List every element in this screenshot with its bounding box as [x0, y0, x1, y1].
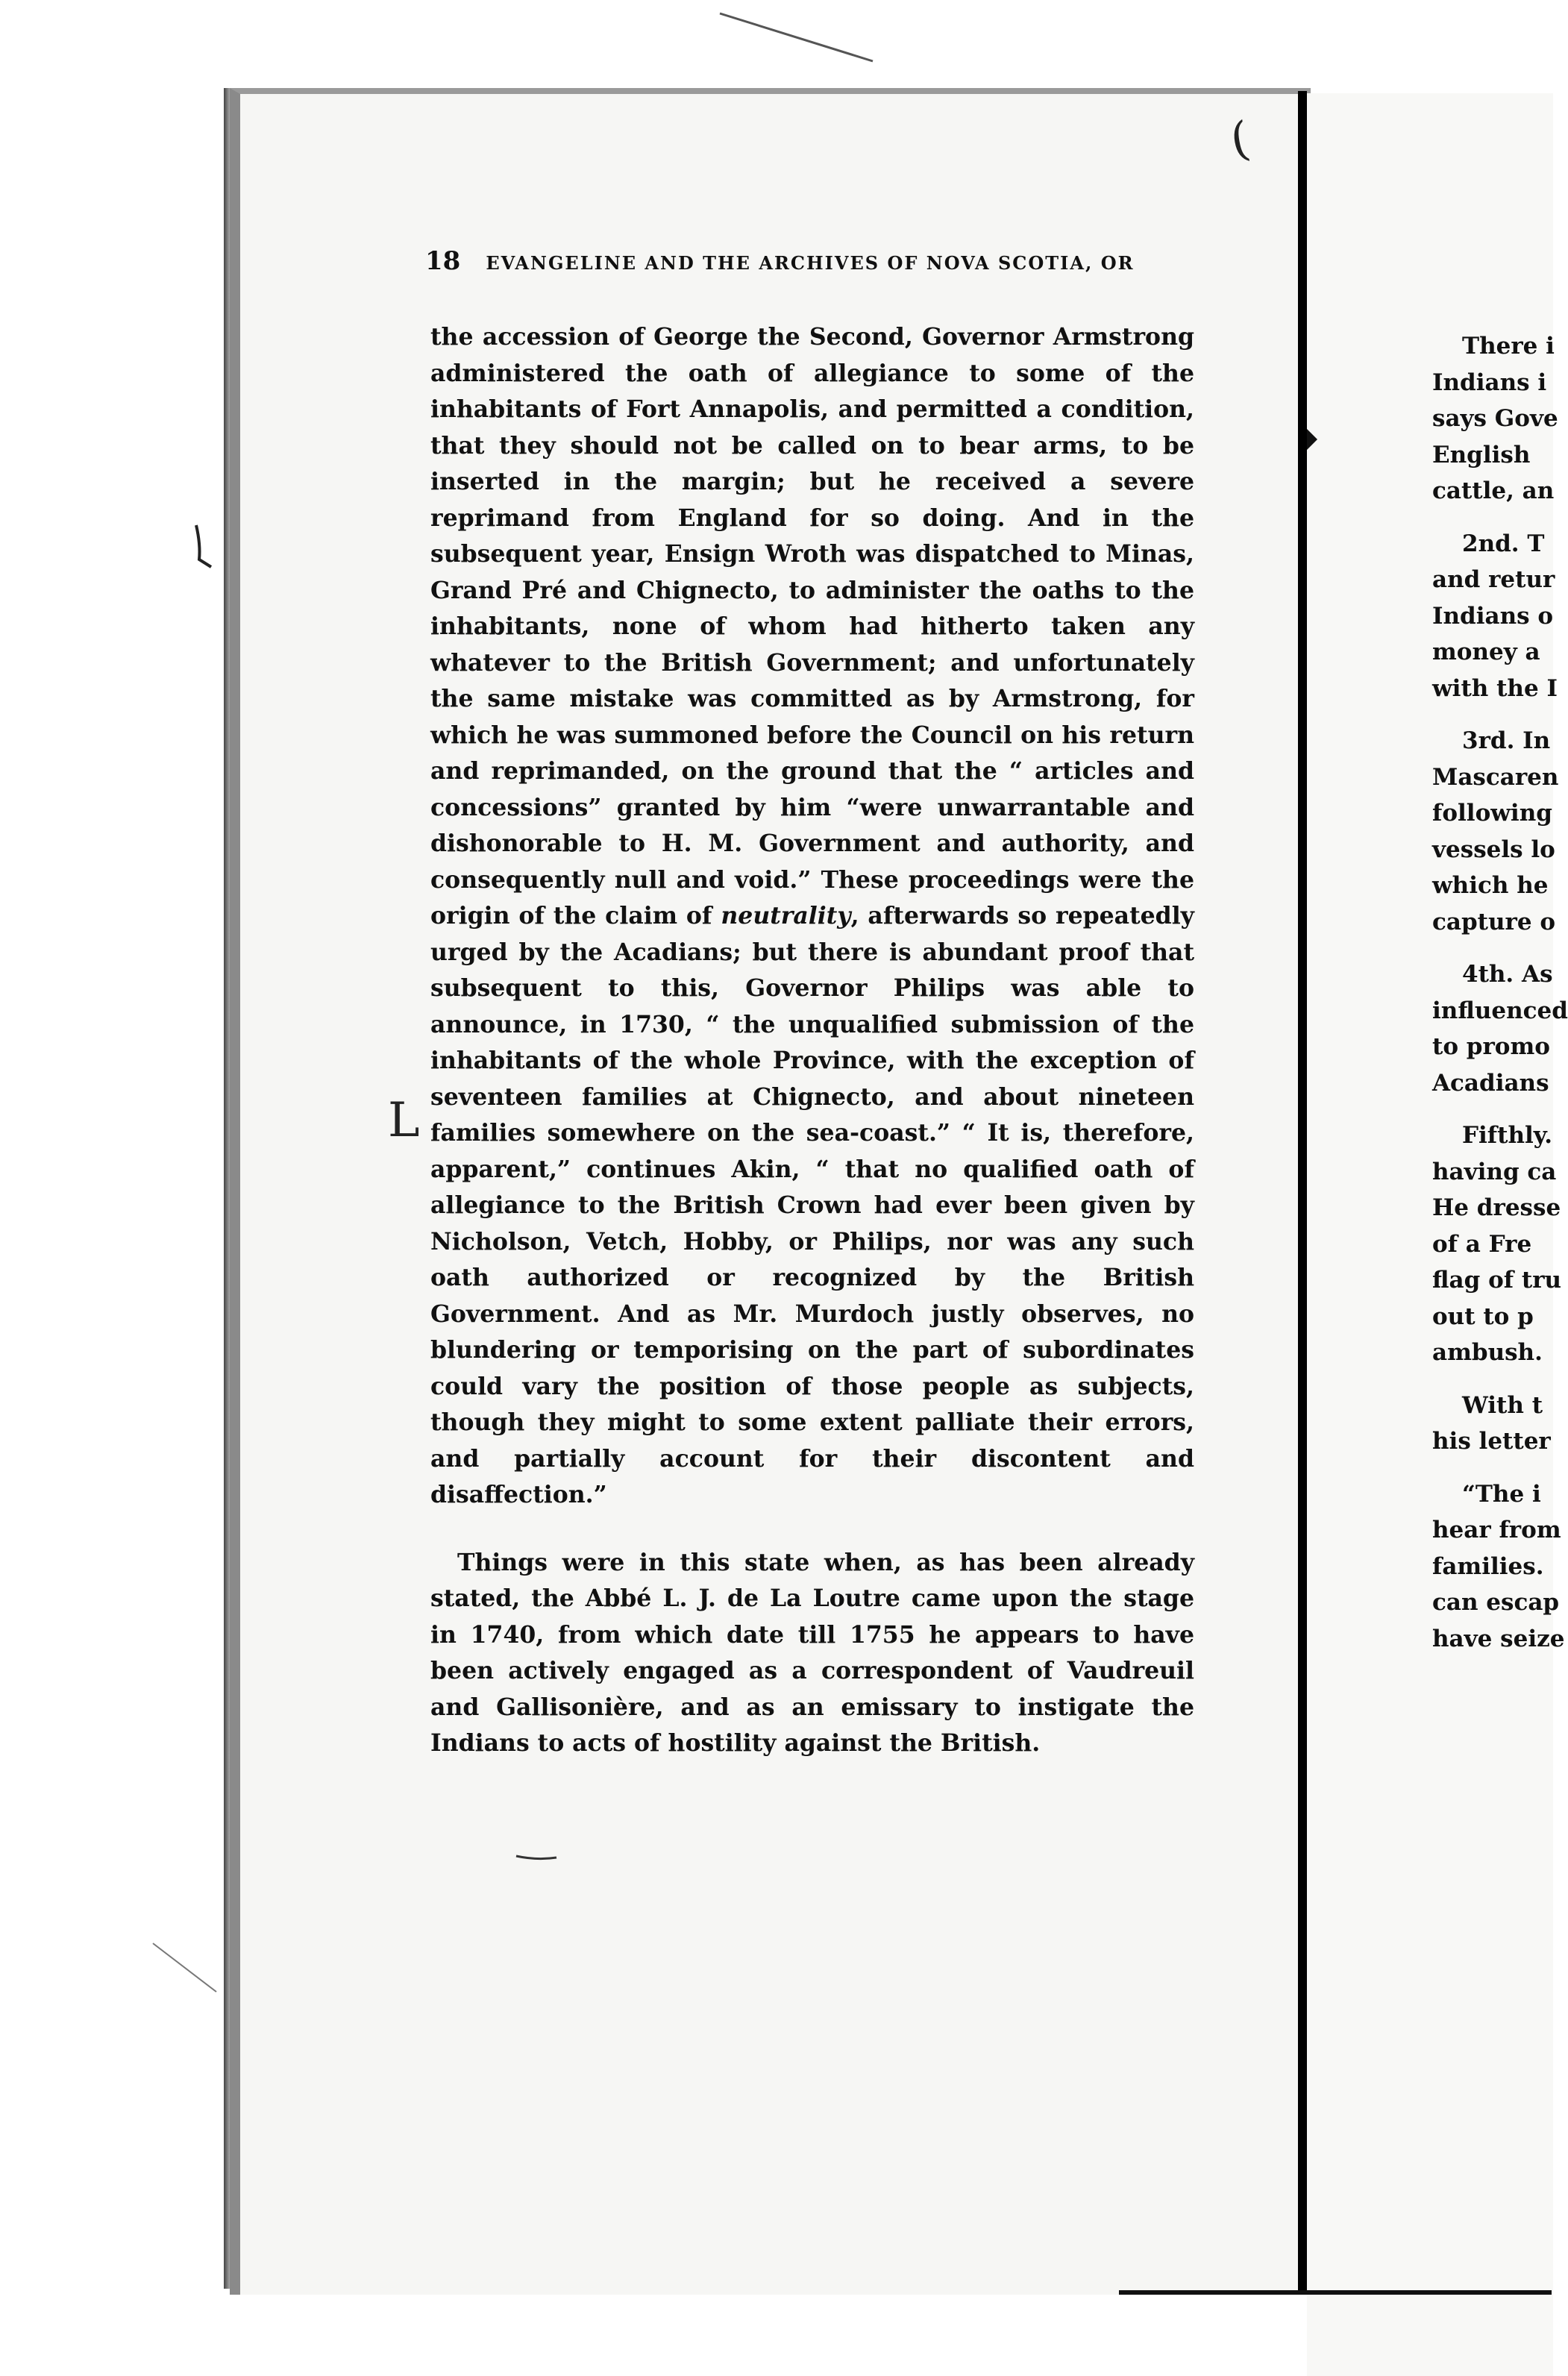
facing-line: can escap	[1432, 1589, 1560, 1616]
facing-line: ambush.	[1432, 1339, 1543, 1366]
facing-line: his letter	[1432, 1428, 1551, 1455]
facing-line: English	[1432, 441, 1531, 468]
facing-line: of a Fre	[1432, 1230, 1532, 1258]
facing-paragraph	[1432, 723, 1563, 940]
gutter-notch	[1307, 429, 1322, 451]
facing-line: families.	[1432, 1552, 1544, 1580]
scan-streak-top	[716, 7, 880, 67]
margin-paren-mark: (	[1226, 110, 1254, 168]
facing-line: have seize	[1432, 1625, 1565, 1652]
book-gutter	[1298, 91, 1307, 2292]
facing-line: capture o	[1432, 908, 1556, 935]
paragraph-text: the accession of George the Second, Governor Armstrong administered the oath of allegiance to some of the inhabitants of Fort Annapolis, and permitted a condition, that they should not be called on to bear arms, to be inserted in the margin; but he received a severe reprimand from England for so doing. And in the subsequent year, Ensign Wroth was dispatched to Minas, Grand Pré and Chignecto, to administer the oaths to the inhabitants, none of whom had hitherto taken any whatever to the British Government; and unfortunately the same mistake was committed as by Armstrong, for which he was summoned before the Council on his return and reprimanded, on the ground that the “ articles and concessions” granted by him “were unwarrantable and dishonorable to H. M. Government and authority, and consequently null and void.” These proceedings were the origin of the claim of	[430, 323, 1194, 930]
page-number: 18	[425, 246, 461, 276]
facing-line: with the I	[1432, 674, 1558, 702]
facing-line: cattle, an	[1432, 477, 1555, 504]
paragraph-text: , afterwards so repeatedly urged by the Acadians; but there is abundant proof that subsequent to this, Governor Philips was able to announce, in 1730, “ the unqualified submission of the inhabitants of the whole Province, with the exception of seventeen families at Chignecto, and about nineteen families somewhere on the sea-coast.” “ It is, therefore, apparent,” continues Akin, “ that no qualified oath of allegiance to the British Crown had ever been given by Nicholson, Vetch, Hobby, or Philips, nor was any such oath authorized or recognized by the British Government. And as Mr. Murdoch justly observes, no blundering or temporising on the part of subordinates could vary the position of those people as subjects, though they might to some extent palliate their errors, and partially account for their discontent and disaffection.”	[430, 902, 1194, 1508]
facing-paragraph	[1432, 956, 1568, 1101]
facing-line: says Gove	[1432, 405, 1558, 432]
margin-bracket-mark: L	[388, 1093, 420, 1148]
facing-line: influenced	[1432, 997, 1568, 1024]
facing-paragraph	[1432, 1476, 1563, 1658]
bottom-rule	[1119, 2290, 1552, 2295]
italic-term: neutrality	[721, 902, 851, 930]
facing-line: 2nd. T	[1462, 530, 1545, 557]
facing-line: vessels lo	[1432, 836, 1555, 863]
facing-line: Fifthly.	[1462, 1122, 1553, 1149]
running-title: EVANGELINE AND THE ARCHIVES OF NOVA SCOTIA, OR	[486, 252, 1135, 274]
facing-line: following	[1432, 800, 1552, 827]
facing-line: money a	[1432, 639, 1540, 665]
facing-paragraph	[1432, 328, 1563, 510]
margin-tick-left	[190, 522, 220, 574]
facing-paragraph	[1432, 1118, 1563, 1371]
facing-line: having ca	[1432, 1158, 1557, 1185]
facing-line: He dresse	[1432, 1194, 1561, 1221]
margin-dash-bottom	[515, 1850, 559, 1865]
facing-line: and retur	[1432, 566, 1555, 593]
facing-line: Mascaren	[1432, 763, 1559, 791]
facing-line: to promo	[1432, 1033, 1550, 1060]
facing-line: hear from	[1432, 1517, 1561, 1543]
facing-line: With t	[1462, 1391, 1543, 1419]
facing-line: Indians i	[1432, 369, 1547, 396]
main-text-column	[430, 319, 1194, 1762]
facing-page-text	[1432, 328, 1568, 1673]
running-head	[425, 246, 1194, 276]
body-paragraph: Things were in this state when, as has been already stated, the Abbé L. J. de La Loutre came upon the stage in 1740, from which date till 1755 he appears to have been actively engaged as a correspondent of Vaudreuil and Gallisonière, and as an emissary to instigate the Indians to acts of hostility against the British.	[430, 1548, 1194, 1757]
facing-line: Indians o	[1432, 602, 1554, 630]
facing-line: which he	[1432, 872, 1549, 899]
facing-line: out to p	[1432, 1303, 1534, 1330]
facing-line: 4th. As	[1462, 961, 1553, 988]
scan-streak-bottom	[149, 1940, 239, 1999]
body-paragraph	[430, 319, 1194, 1514]
facing-paragraph	[1432, 1388, 1563, 1460]
facing-line: There i	[1462, 333, 1555, 360]
facing-line: Acadians	[1432, 1069, 1549, 1097]
facing-line: flag of tru	[1432, 1267, 1562, 1294]
facing-line: “The i	[1462, 1480, 1541, 1508]
facing-line: 3rd. In	[1462, 727, 1551, 754]
facing-paragraph	[1432, 526, 1563, 707]
